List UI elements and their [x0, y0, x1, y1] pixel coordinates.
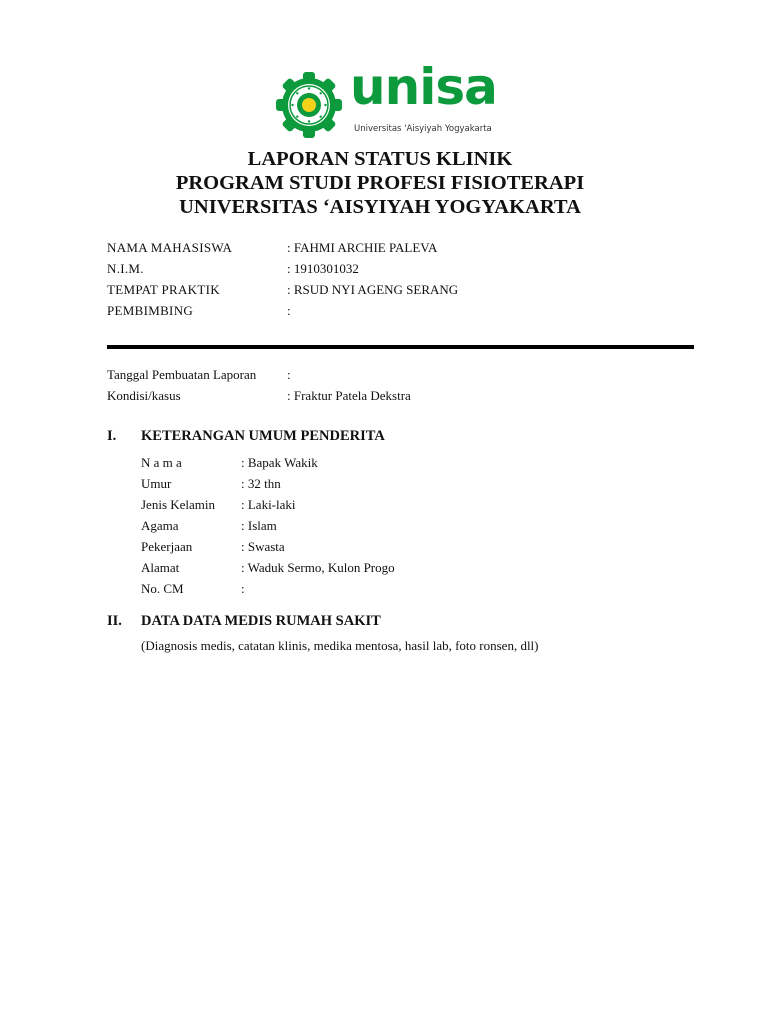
student-info	[107, 237, 458, 321]
title-line-1: LAPORAN STATUS KLINIK	[247, 148, 513, 170]
section-2-heading	[107, 613, 381, 630]
section-title: KETERANGAN UMUM PENDERITA	[141, 428, 385, 444]
patient-label: Agama	[141, 518, 179, 533]
meta-value: : Fraktur Patela Dekstra	[287, 388, 411, 403]
info-label: NAMA MAHASISWA	[107, 240, 233, 255]
patient-label: Alamat	[141, 560, 180, 575]
info-value: : 1910301032	[287, 261, 359, 276]
patient-row-religion	[141, 515, 395, 536]
meta-row-condition	[107, 385, 411, 406]
patient-row-medical-record	[141, 578, 395, 599]
patient-label: Umur	[141, 476, 172, 491]
info-row-supervisor	[107, 300, 458, 321]
university-logo	[276, 58, 536, 138]
university-seal-icon	[276, 72, 342, 138]
patient-row-name	[141, 452, 395, 473]
info-label: N.I.M.	[107, 261, 144, 276]
patient-label: Pekerjaan	[141, 539, 193, 554]
patient-row-sex	[141, 494, 395, 515]
section-title: DATA DATA MEDIS RUMAH SAKIT	[141, 613, 381, 629]
patient-info	[141, 452, 395, 599]
patient-value: : Islam	[241, 518, 277, 533]
meta-label: Tanggal Pembuatan Laporan	[107, 367, 257, 382]
meta-value: :	[287, 367, 291, 382]
report-meta	[107, 364, 411, 406]
info-label: TEMPAT PRAKTIK	[107, 282, 220, 297]
info-value: : RSUD NYI AGENG SERANG	[287, 282, 459, 297]
meta-label: Kondisi/kasus	[107, 388, 181, 403]
patient-row-occupation	[141, 536, 395, 557]
section-1-heading	[107, 428, 385, 445]
patient-value: : Bapak Wakik	[241, 455, 318, 470]
patient-label: Jenis Kelamin	[141, 497, 216, 512]
patient-row-age	[141, 473, 395, 494]
patient-value: : 32 thn	[241, 476, 281, 491]
info-row-practice-place	[107, 279, 458, 300]
logo-tagline: Universitas 'Aisyiyah Yogyakarta	[354, 124, 492, 134]
section-divider	[107, 345, 694, 349]
document-title	[0, 147, 760, 219]
info-label: PEMBIMBING	[107, 303, 194, 318]
patient-row-address	[141, 557, 395, 578]
info-row-student-name	[107, 237, 458, 258]
logo-wordmark: unisa	[350, 58, 497, 116]
section-number: II.	[107, 613, 122, 629]
patient-value: : Waduk Sermo, Kulon Progo	[241, 560, 395, 575]
patient-value: :	[241, 581, 245, 596]
patient-label: N a m a	[141, 455, 182, 470]
title-line-3: UNIVERSITAS ‘AISYIYAH YOGYAKARTA	[179, 196, 581, 218]
patient-value: : Laki-laki	[241, 497, 296, 512]
patient-value: : Swasta	[241, 539, 285, 554]
info-value: :	[287, 303, 291, 318]
meta-row-report-date	[107, 364, 411, 385]
section-number: I.	[107, 428, 117, 444]
patient-label: No. CM	[141, 581, 184, 596]
title-line-2: PROGRAM STUDI PROFESI FISIOTERAPI	[175, 172, 585, 194]
section-2-note: (Diagnosis medis, catatan klinis, medika mentosa, hasil lab, foto ronsen, dll)	[141, 638, 539, 653]
info-row-nim	[107, 258, 458, 279]
info-value: : FAHMI ARCHIE PALEVA	[287, 240, 438, 255]
